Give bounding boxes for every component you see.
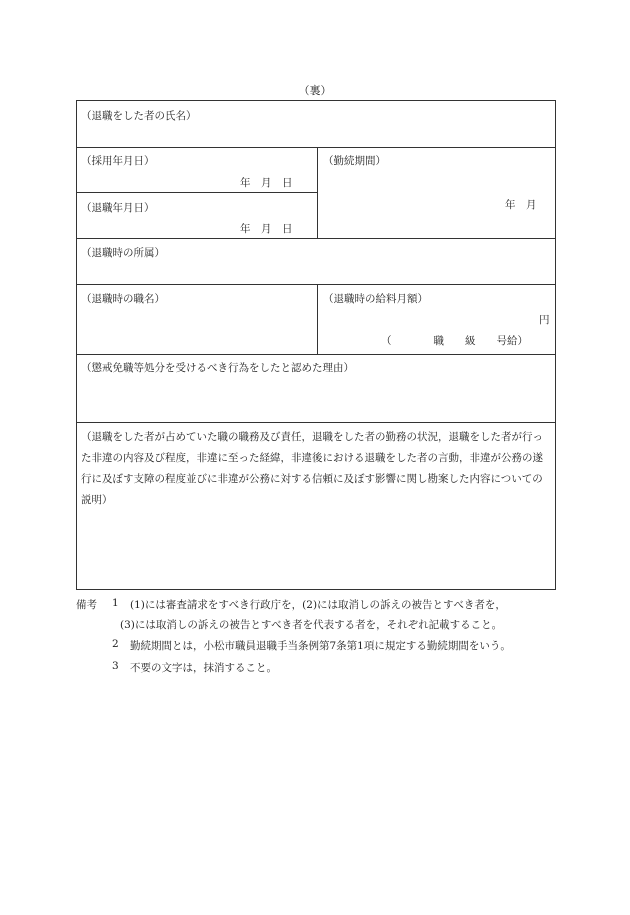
column-divider <box>317 147 318 238</box>
row-divider <box>77 147 555 148</box>
notes-title: 備考 <box>76 599 97 611</box>
note-number: 2 <box>112 638 119 650</box>
note-number: 3 <box>112 660 119 672</box>
row-divider <box>77 422 555 423</box>
hire-date-label: （採用年月日） <box>81 155 155 167</box>
column-divider <box>317 284 318 354</box>
note-text: (1)には審査請求をすべき行政庁を，(2)には取消しの訴えの被告とすべき者を， <box>130 599 506 611</box>
affiliation-label: （退職時の所属） <box>81 247 165 259</box>
note-text: (3)には取消しの訴えの被告とすべき者を代表する者を，それぞれ記載すること。 <box>120 619 503 631</box>
position-label: （退職時の職名） <box>81 293 165 305</box>
row-divider <box>77 354 555 355</box>
page-heading: （裏） <box>298 84 332 97</box>
retire-date-label: （退職年月日） <box>81 202 155 214</box>
salary-label: （退職時の給料月額） <box>323 293 428 305</box>
hire-date-units: 年 月 日 <box>240 177 293 189</box>
note-text: 勤続期間とは，小松市職員退職手当条例第7条第1項に規定する勤続期間をいう。 <box>130 640 511 652</box>
row-divider <box>77 284 555 285</box>
salary-grade: （ 職 級 号給） <box>381 335 528 347</box>
retire-date-units: 年 月 日 <box>240 223 293 235</box>
explanation-label: （退職をした者が占めていた職の職務及び責任，退職をした者の勤務の状況，退職をした者が行った非違の内容及び程度，非違に至った経緯，非違後における退職をした者の言動，非違が公務の遂行に及ぼす支障の程度並びに非違が公務に対する信頼に及ぼす影響に関し勘案した内容についての説明） <box>81 431 543 506</box>
note-number: 1 <box>112 597 119 609</box>
row-divider <box>77 238 555 239</box>
reason-label: （懲戒免職等処分を受けるべき行為をしたと認めた理由） <box>81 362 354 374</box>
row-divider <box>77 192 317 193</box>
retirement-form <box>76 100 556 590</box>
name-label: （退職をした者の氏名） <box>81 110 197 122</box>
salary-unit: 円 <box>539 314 550 326</box>
service-period-label: （勤続期間） <box>323 155 386 167</box>
note-text: 不要の文字は，抹消すること。 <box>130 662 277 674</box>
service-period-units: 年 月 <box>505 199 537 211</box>
